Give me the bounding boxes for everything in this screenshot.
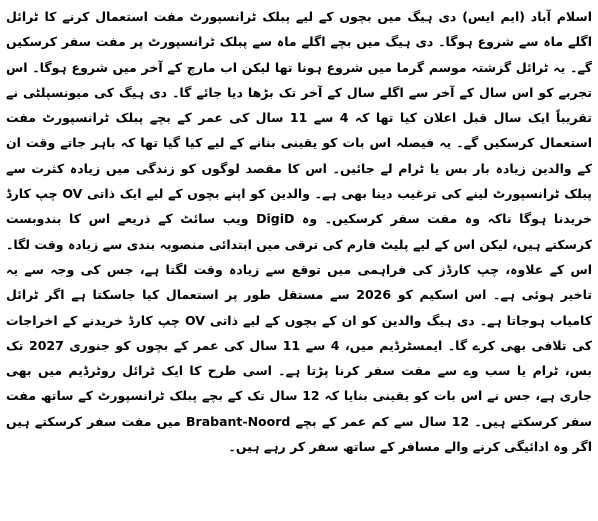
article-paragraph: اسلام آباد (ایم ایس) دی ہیگ میں بچوں کے لیے پبلک ٹرانسپورٹ مفت استعمال کرنے کا ٹرائل اگلے ماہ سے شروع ہوگا۔ دی ہیگ میں بچے اگلے ماہ سے پبلک ٹرانسپورٹ پر مفت سفر کرسکیں گے۔ یہ ٹرائل گزشتہ موسم گرما میں شروع ہونا تھا لیکن اب مارچ کے آخر میں شروع ہوگا۔ اس تجربے کو اس سال کے آخر سے اگلے سال کے آخر تک بڑھا دیا جائے گا۔ دی ہیگ کی میونسپلٹی نے تقریباً ایک سال قبل اعلان کیا تھا کہ 4 سے 11 سال کی عمر کے بچے پبلک ٹرانسپورٹ مفت استعمال کرسکیں گے۔ یہ فیصلہ اس بات کو یقینی بنانے کے لیے کیا گیا تھا کہ باہر جاتے وقت ان کے والدین زیادہ بار بس یا ٹرام لے جائیں۔ اس کا مقصد لوگوں کو زندگی میں زیادہ کثرت سے پبلک ٹرانسپورٹ لینے کی ترغیب دینا بھی ہے۔ والدین کو اپنے بچوں کے لیے ایک ذاتی OV چپ کارڈ خریدنا ہوگا تاکہ وہ مفت سفر کرسکیں۔ وہ DigiD ویب سائٹ کے ذریعے اس کا بندوبست کرسکتے ہیں، لیکن اس کے لیے پلیٹ فارم کی ترقی میں ابتدائی منصوبہ بندی سے زیادہ وقت لگا۔ اس کے علاوہ، چپ کارڈز کی فراہمی میں توقع سے زیادہ وقت لگتا ہے، جس کی وجہ سے یہ تاخیر ہوئی ہے۔ اس اسکیم کو 2026 سے مستقل طور پر استعمال کیا جاسکتا ہے اگر ٹرائل کامیاب ہوجاتا ہے۔ دی ہیگ والدین کو ان کے بچوں کے لیے ذاتی OV چپ کارڈ خریدنے کے اخراجات کی تلافی بھی کرے گا۔ ایمسٹرڈیم میں، 4 سے 11 سال کی عمر کے بچوں کو جنوری 2027 تک بس، ٹرام یا سب وے سے مفت سفر کرنا پڑتا ہے۔ اسی طرح کا ایک ٹرائل روٹرڈیم میں بھی جاری ہے، جس نے اس بات کو یقینی بنایا کہ 12 سال تک کے بچے پبلک ٹرانسپورٹ کے ساتھ مفت سفر کرسکتے ہیں۔ 12 سال سے کم عمر کے بچے Brabant-Noord میں مفت سفر کرسکتے ہیں اگر وہ ادائیگی کرنے والے مسافر کے ساتھ سفر کر رہے ہیں۔	[6, 9, 593, 455]
